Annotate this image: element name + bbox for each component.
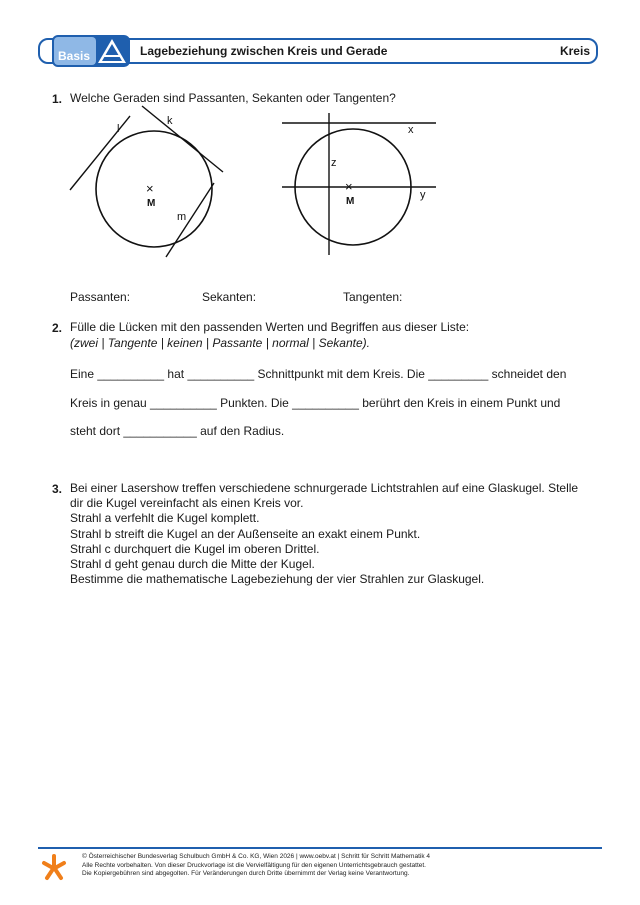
footer-copyright xyxy=(82,853,430,879)
task3-line: Strahl b streift die Kugel an der Außenseite an exakt einem Punkt. xyxy=(70,527,421,541)
answer-tangenten: Tangenten: xyxy=(343,290,403,304)
logo-text: Basis xyxy=(58,49,91,63)
task3-number: 3. xyxy=(52,482,63,496)
page-title: Lagebeziehung zwischen Kreis und Gerade xyxy=(140,44,388,58)
label-l: l xyxy=(117,123,120,135)
label-m: m xyxy=(177,211,187,223)
footer-line-3: Die Kopiergebühren sind abgegolten. Für Veränderungen durch Dritte übernimmt der Verlag keine Verantwortung. xyxy=(82,870,410,877)
task2-sentence-1: Eine __________ hat __________ Schnittpunkt mit dem Kreis. Die _________ schneidet den xyxy=(70,367,567,381)
task2-instruction: Fülle die Lücken mit den passenden Werten und Begriffen aus dieser Liste: xyxy=(70,320,470,334)
task2-word-list: (zwei | Tangente | keinen | Passante | normal | Sekante). xyxy=(70,336,370,350)
task3-line: Bestimme die mathematische Lagebeziehung der vier Strahlen zur Glaskugel. xyxy=(70,572,485,586)
task3-line: Strahl d geht genau durch die Mitte der Kugel. xyxy=(70,557,315,571)
figure-1 xyxy=(0,0,640,320)
footer-divider xyxy=(38,847,602,849)
task1-number: 1. xyxy=(52,92,63,106)
label-y: y xyxy=(420,189,426,201)
task3-line: Bei einer Lasershow treffen verschiedene schnurgerade Lichtstrahlen auf eine Glaskugel. Stelle xyxy=(70,481,579,495)
label-z: z xyxy=(331,157,337,169)
topic-label: Kreis xyxy=(559,44,590,58)
footer-line-1: © Österreichischer Bundesverlag Schulbuch GmbH & Co. KG, Wien 2026 | www.oebv.at | Schritt für Schritt Mathematik 4 xyxy=(82,853,430,860)
task2-number: 2. xyxy=(52,321,63,335)
label-k: k xyxy=(167,115,173,127)
label-M-1: M xyxy=(147,198,156,209)
line-l xyxy=(70,116,130,190)
answer-passanten: Passanten: xyxy=(70,290,131,304)
task2-sentence-2: Kreis in genau __________ Punkten. Die __________ berührt den Kreis in einem Punkt und xyxy=(70,396,561,410)
task3-line: dir die Kugel vereinfacht als einen Kreis vor. xyxy=(70,496,304,510)
answer-sekanten: Sekanten: xyxy=(202,290,257,304)
line-m xyxy=(166,183,214,257)
center-cross-2: × xyxy=(345,179,353,194)
task3-line: Strahl a verfehlt die Kugel komplett. xyxy=(70,511,260,525)
center-cross-1: × xyxy=(146,181,154,196)
task2-sentence-3: steht dort ___________ auf den Radius. xyxy=(70,424,285,438)
label-M-2: M xyxy=(346,196,355,207)
label-x: x xyxy=(408,124,414,136)
publisher-logo-icon xyxy=(40,853,68,881)
task3-line: Strahl c durchquert die Kugel im oberen Drittel. xyxy=(70,542,320,556)
footer-line-2: Alle Rechte vorbehalten. Von dieser Druckvorlage ist die Vervielfältigung für den eigenen Unterrichtsgebrauch gestattet. xyxy=(82,861,426,869)
task1-question: Welche Geraden sind Passanten, Sekanten oder Tangenten? xyxy=(70,91,396,105)
line-k xyxy=(142,106,223,172)
